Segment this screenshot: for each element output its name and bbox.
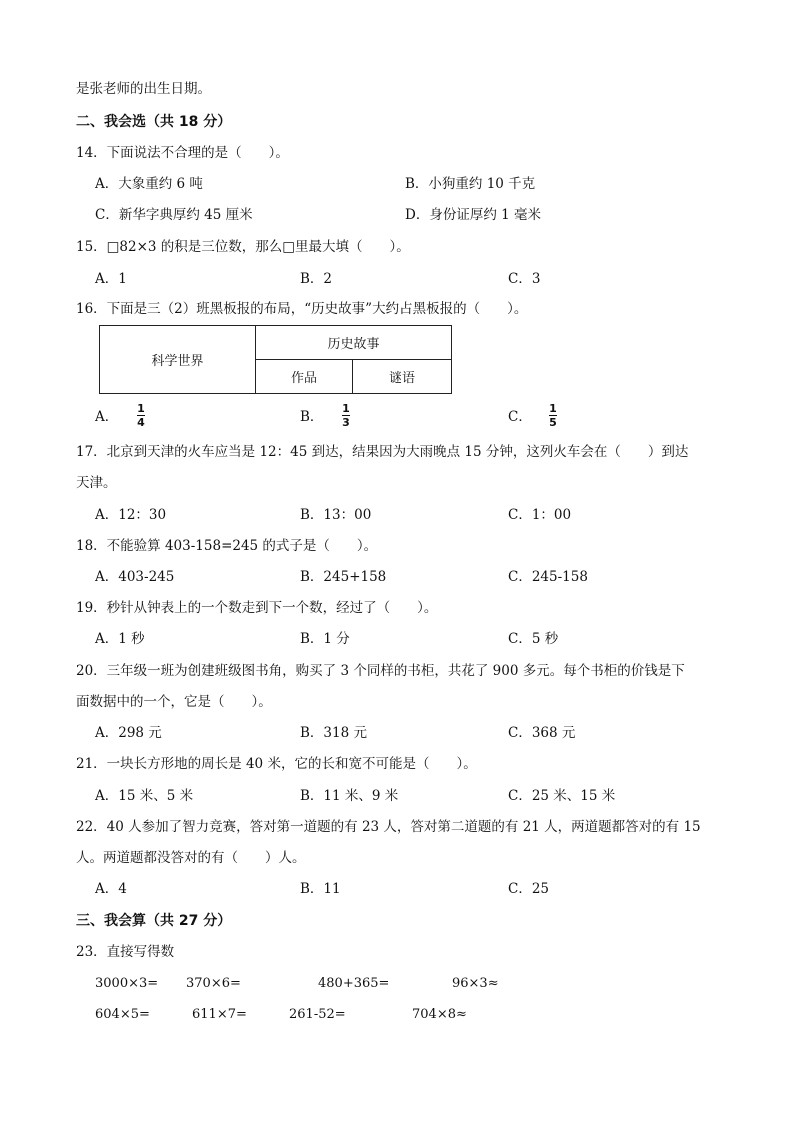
- question-23-stem: 23．直接写得数: [76, 944, 175, 960]
- q16-option-c[interactable]: C．: [508, 409, 532, 425]
- q20-option-a[interactable]: A．298 元: [95, 725, 162, 741]
- question-21-stem: 21．一块长方形地的周长是 40 米，它的长和宽不可能是（ ）。: [76, 756, 477, 772]
- q22-option-b[interactable]: B．11: [300, 881, 341, 897]
- calc-item: 261-52=: [289, 1007, 346, 1022]
- q16-option-a[interactable]: A．: [95, 409, 119, 425]
- question-15-stem: 15．□82×3 的积是三位数，那么□里最大填（ ）。: [76, 239, 410, 255]
- q16-fraction-c: 1 5: [549, 402, 557, 429]
- question-20-stem-cont: 面数据中的一个，它是（ ）。: [76, 694, 272, 710]
- q14-option-b[interactable]: B．小狗重约 10 千克: [405, 176, 536, 192]
- q16-fraction-a: 1 4: [137, 402, 145, 429]
- calc-item: 480+365=: [318, 976, 390, 991]
- question-18-stem: 18．不能验算 403-158=245 的式子是（ ）。: [76, 538, 378, 554]
- q18-option-c[interactable]: C．245-158: [508, 569, 588, 585]
- q15-option-b[interactable]: B．2: [300, 271, 333, 287]
- q19-option-a[interactable]: A．1 秒: [95, 631, 145, 647]
- q16-option-b[interactable]: B．: [300, 409, 324, 425]
- blackboard-layout-table: [99, 325, 452, 394]
- q14-option-d[interactable]: D．身份证厚约 1 毫米: [405, 207, 541, 223]
- q17-option-c[interactable]: C．1：00: [508, 507, 572, 523]
- calc-item: 3000×3=: [95, 976, 159, 991]
- q20-option-b[interactable]: B．318 元: [300, 725, 367, 741]
- q15-option-a[interactable]: A．1: [95, 271, 127, 287]
- intro-line: 是张老师的出生日期。: [76, 81, 211, 97]
- question-22-stem-cont: 人。两道题都没答对的有（ ）人。: [76, 850, 306, 866]
- q16-fraction-b: 1 3: [342, 402, 350, 429]
- q17-option-a[interactable]: A．12：30: [95, 507, 167, 523]
- board-cell-riddles: 谜语: [353, 360, 452, 394]
- q15-option-c[interactable]: C．3: [508, 271, 541, 287]
- q19-option-c[interactable]: C．5 秒: [508, 631, 559, 647]
- question-19-stem: 19．秒针从钟表上的一个数走到下一个数，经过了（ ）。: [76, 600, 438, 616]
- q21-option-c[interactable]: C．25 米、15 米: [508, 788, 616, 804]
- board-cell-science: 科学世界: [100, 326, 256, 394]
- section-2-title: 二、我会选（共 18 分）: [76, 114, 232, 130]
- question-20-stem: 20．三年级一班为创建班级图书角，购买了 3 个同样的书柜，共花了 900 多元。每个书柜的价钱是下: [76, 663, 685, 679]
- q21-option-b[interactable]: B．11 米、9 米: [300, 788, 399, 804]
- q22-option-c[interactable]: C．25: [508, 881, 550, 897]
- q14-option-c[interactable]: C．新华字典厚约 45 厘米: [95, 207, 253, 223]
- q22-option-a[interactable]: A．4: [95, 881, 127, 897]
- calc-item: 96×3≈: [452, 976, 499, 991]
- q20-option-c[interactable]: C．368 元: [508, 725, 576, 741]
- q21-option-a[interactable]: A．15 米、5 米: [95, 788, 194, 804]
- q19-option-b[interactable]: B．1 分: [300, 631, 350, 647]
- calc-item: 704×8≈: [412, 1007, 467, 1022]
- question-16-stem: 16．下面是三（2）班黑板报的布局，“历史故事”大约占黑板报的（ ）。: [76, 301, 528, 317]
- q14-option-a[interactable]: A．大象重约 6 吨: [95, 176, 203, 192]
- question-22-stem: 22．40 人参加了智力竞赛，答对第一道题的有 23 人，答对第二道题的有 21 人，两道题都答对的有 15: [76, 819, 701, 835]
- q17-option-b[interactable]: B．13：00: [300, 507, 372, 523]
- calc-item: 611×7=: [192, 1007, 247, 1022]
- question-17-stem: 17．北京到天津的火车应当是 12：45 到达，结果因为大雨晚点 15 分钟，这列火车会在（ ）到达: [76, 444, 689, 460]
- board-cell-history: 历史故事: [256, 326, 452, 360]
- question-14-stem: 14．下面说法不合理的是（ ）。: [76, 145, 289, 161]
- q18-option-b[interactable]: B．245+158: [300, 569, 387, 585]
- calc-item: 370×6=: [186, 976, 241, 991]
- section-3-title: 三、我会算（共 27 分）: [76, 913, 232, 929]
- board-cell-works: 作品: [256, 360, 353, 394]
- calc-item: 604×5=: [95, 1007, 150, 1022]
- q18-option-a[interactable]: A．403-245: [95, 569, 175, 585]
- question-17-stem-cont: 天津。: [76, 475, 117, 491]
